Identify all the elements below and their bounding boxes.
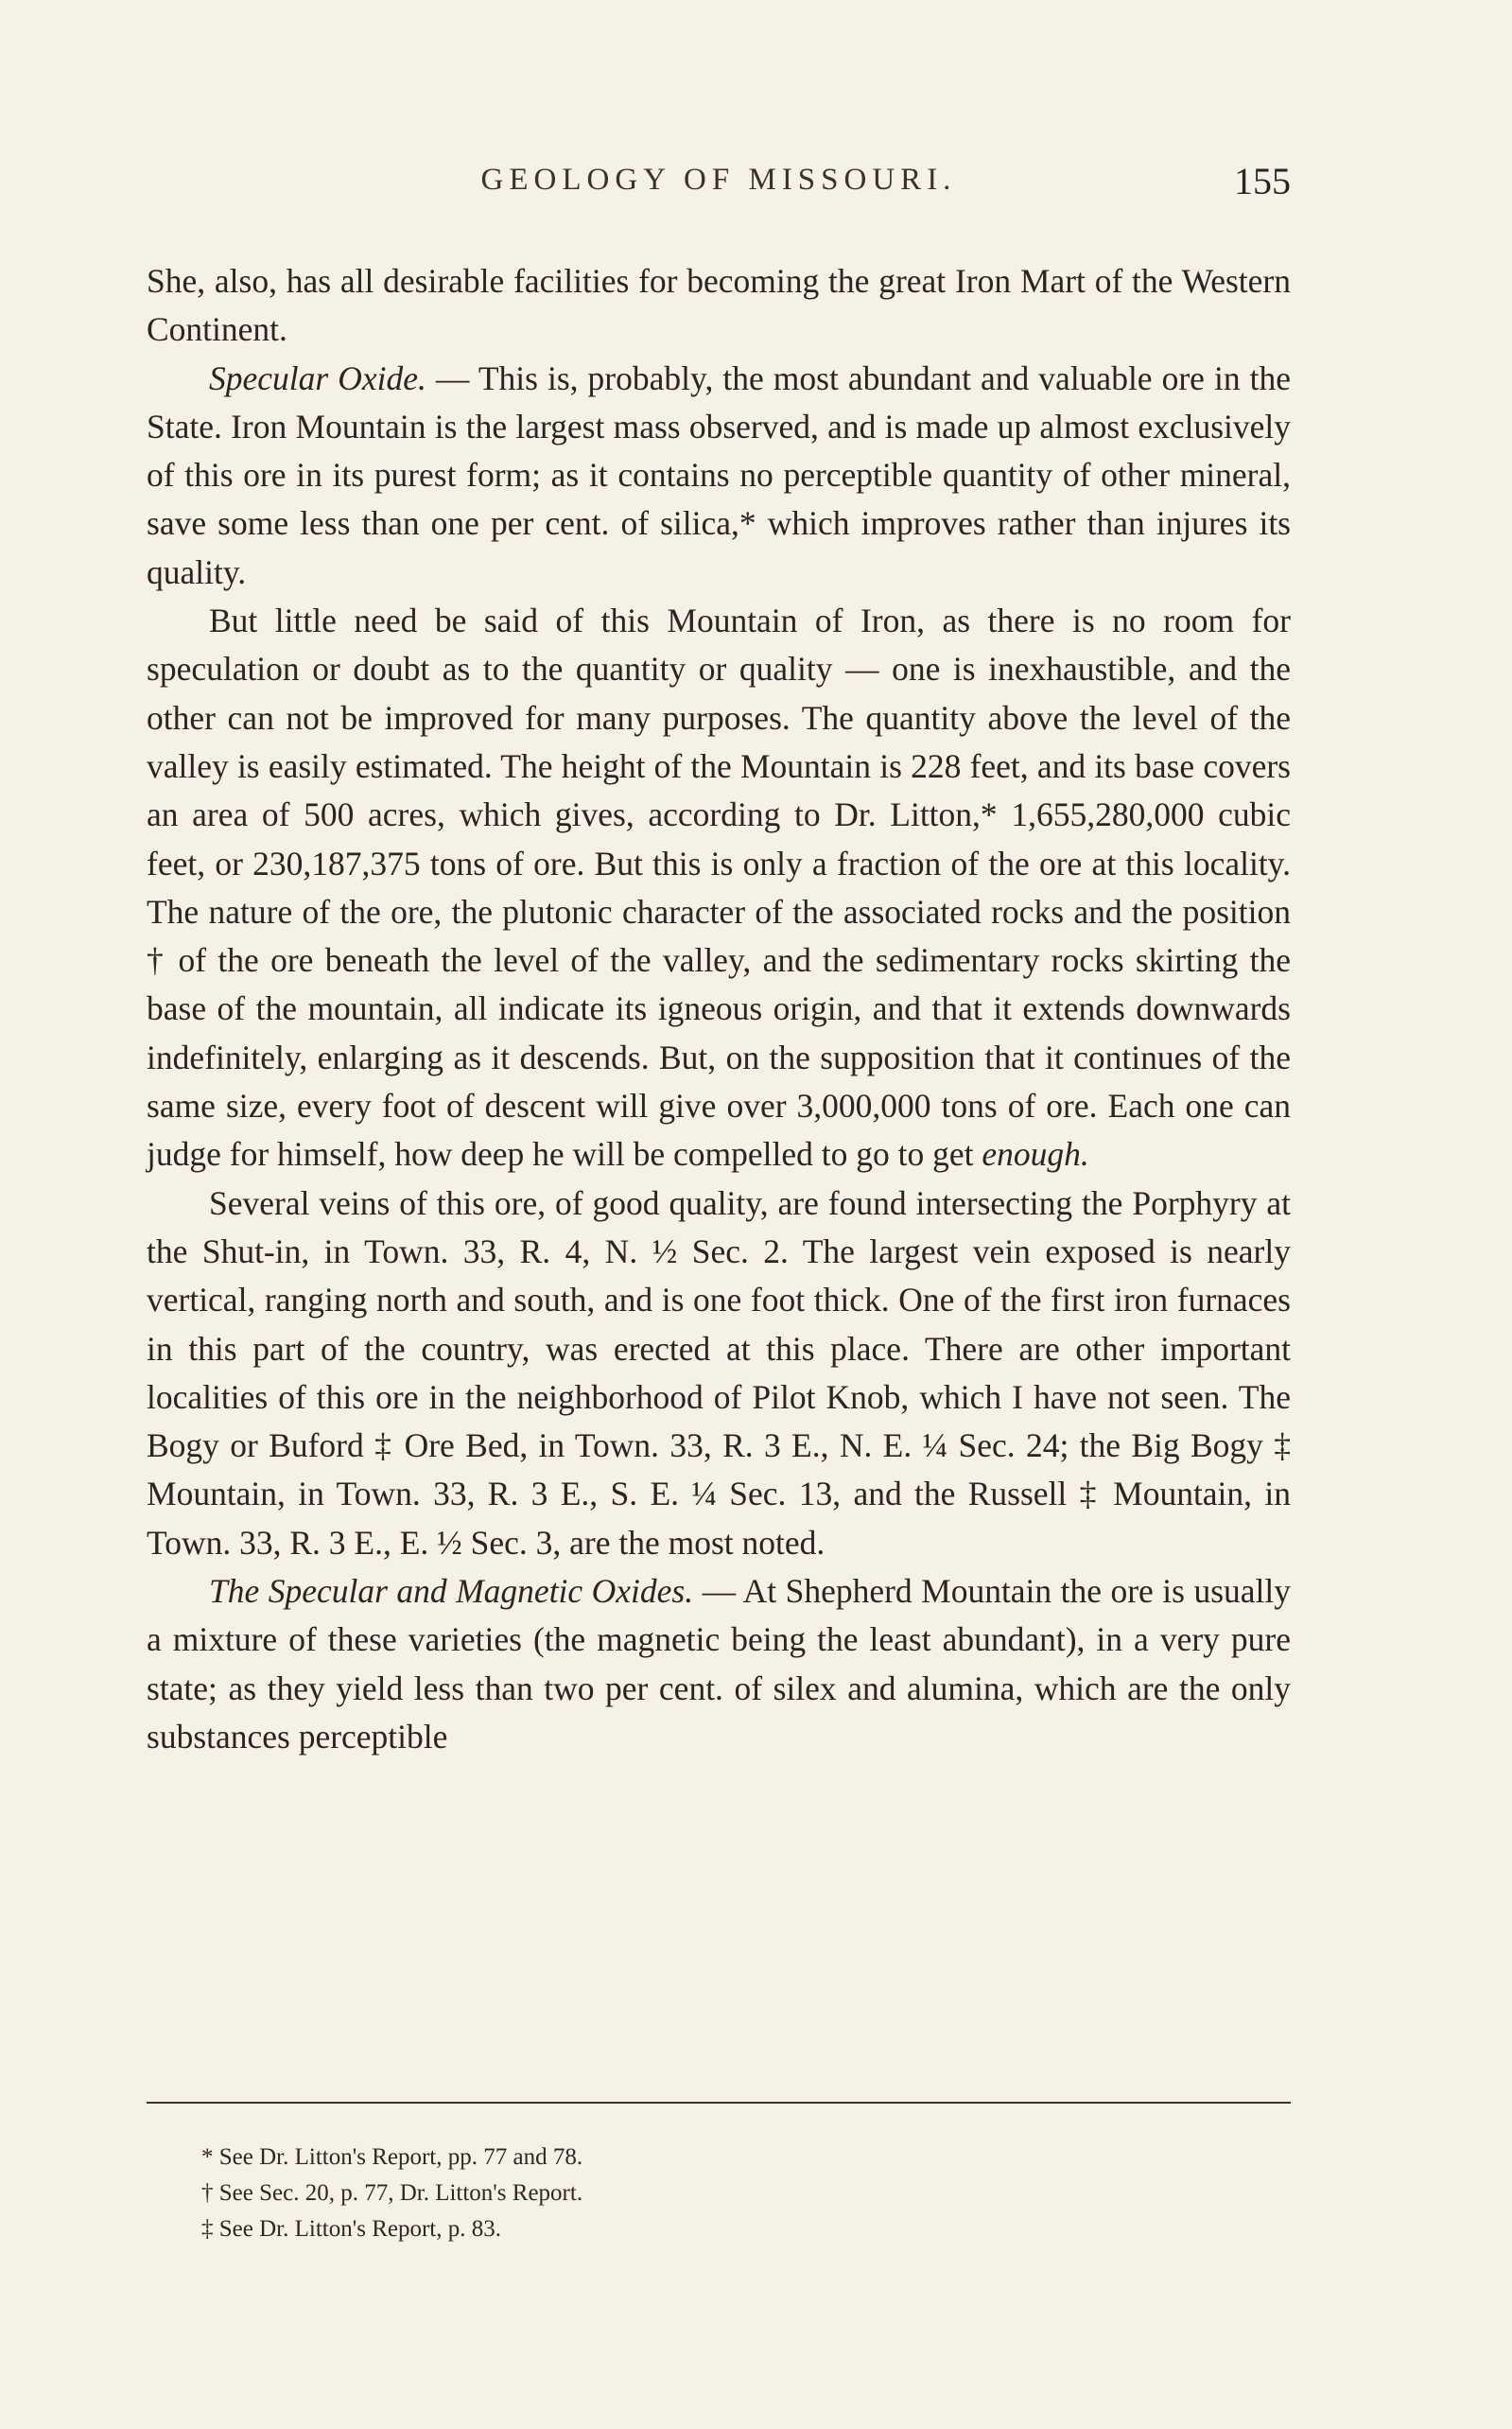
paragraph-3-emphasis: enough. (982, 1135, 1089, 1174)
page-number: 155 (1234, 160, 1291, 202)
paragraph-5 (147, 1567, 1291, 1761)
footnotes (201, 2140, 1147, 2247)
paragraph-2 (147, 355, 1291, 597)
page-header (147, 160, 1291, 210)
section-heading-specular-magnetic: The Specular and Magnetic Oxides. (209, 1572, 694, 1611)
paragraph-1: She, also, has all desirable facilities for becoming the great Iron Mart of the Western Continent. (147, 262, 1291, 349)
footnote-dagger: † See Sec. 20, p. 77, Dr. Litton's Report. (201, 2180, 583, 2206)
section-heading-specular-oxide: Specular Oxide. (209, 358, 426, 397)
paragraph-3-text: But little need be said of this Mountain of Iron, as there is no room for speculation or doubt as to the quantity or quality — one is inexhaustible, and the other can not be improved for many purposes. The quantity above the level of the valley is easily estimated. The height of the Mountain is 228 feet, and its base covers an area of 500 acres, which gives, according to Dr. Litton,* 1,655,280,000 cubic feet, or 230,187,375 tons of ore. But this is only a fraction of the ore at this locality. The nature of the ore, the plutonic character of the associated rocks and the position † of the ore beneath the level of the valley, and the sedimentary rocks skirting the base of the mountain, all indicate its igneous origin, and that it extends downwards indefinitely, enlarging as it descends. But, on the supposition that it continues of the same size, every foot of descent will give over 3,000,000 tons of ore. Each one can judge for himself, how deep he will be compelled to go to get (147, 602, 1291, 1174)
paragraph-5-text: — At Shepherd Mountain the ore is usually a mixture of these varieties (the magnetic being the least abundant), in a very pure state; as they yield less than two per cent. of silex and alumina, which are the only substances perceptible (147, 1572, 1291, 1756)
footnote-double-dagger: ‡ See Dr. Litton's Report, p. 83. (201, 2216, 501, 2242)
paragraph-2-text: — This is, probably, the most abundant and valuable ore in the State. Iron Mountain is the largest mass observed, and is made up almost exclusively of this ore in its purest form; as it contains no perceptible quantity of other mineral, save some less than one per cent. of silica,* which improves rather than injures its quality. (147, 358, 1291, 591)
paragraph-4: Several veins of this ore, of good quality, are found intersecting the Porphyry at the Shut-in, in Town. 33, R. 4, N. ½ Sec. 2. The largest vein exposed is nearly vertical, ranging north and south, and is one foot thick. One of the first iron furnaces in this part of the country, was erected at this place. There are other important localities of this ore in the neighborhood of Pilot Knob, which I have not seen. The Bogy or Buford ‡ Ore Bed, in Town. 33, R. 3 E., N. E. ¼ Sec. 24; the Big Bogy ‡ Mountain, in Town. 33, R. 3 E., S. E. ¼ Sec. 13, and the Russell ‡ Mountain, in Town. 33, R. 3 E., E. ½ Sec. 3, are the most noted. (147, 1183, 1291, 1562)
footnote-asterisk: * See Dr. Litton's Report, pp. 77 and 78. (201, 2144, 583, 2170)
running-title: GEOLOGY OF MISSOURI. (480, 163, 957, 197)
paragraph-3 (147, 597, 1291, 1180)
body-text (147, 257, 1291, 1761)
footnote-divider (147, 2102, 1291, 2104)
